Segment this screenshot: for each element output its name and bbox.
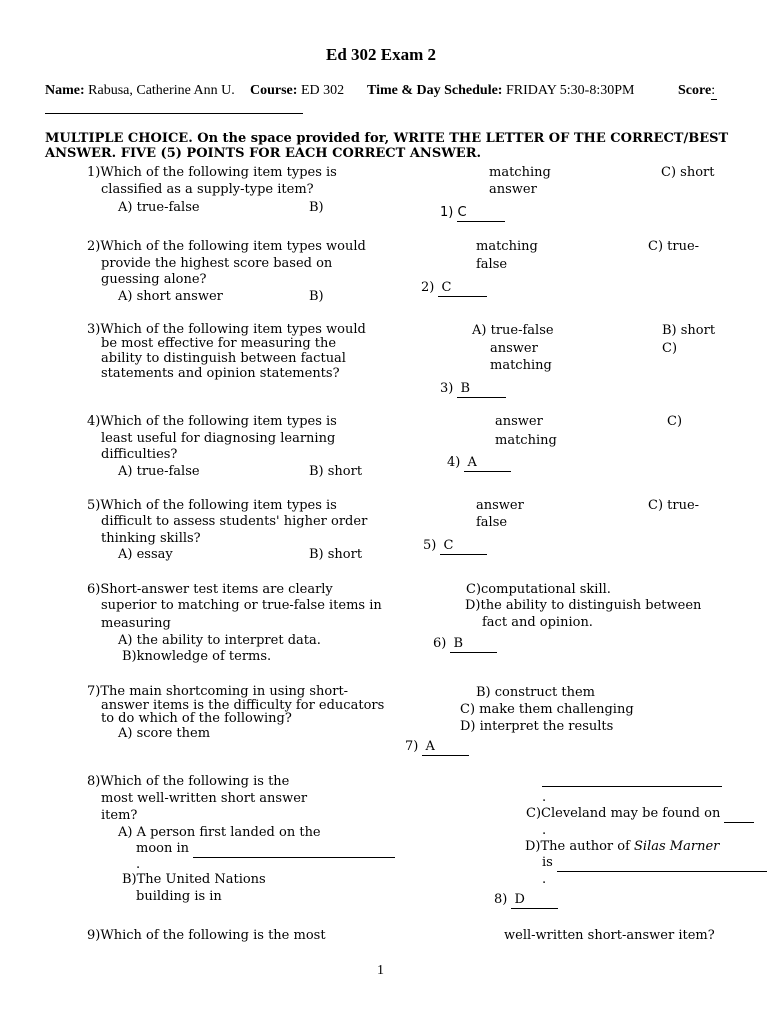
q3-stem-line-2: be most effective for measuring the — [101, 336, 337, 351]
q6-option-b: B)knowledge of terms. — [122, 649, 272, 664]
course-value: ED 302 — [300, 83, 345, 98]
schedule-label: Time & Day Schedule: — [367, 83, 503, 98]
q8-option-c — [526, 806, 754, 823]
q4-stem-line-3: difficulties? — [101, 447, 178, 462]
q8-option-d-period: . — [542, 872, 547, 887]
q8-stem-line-2: most well-written short answer — [101, 791, 308, 806]
q4-option-c: C) — [667, 414, 683, 429]
q2-option-b-cont: matching — [476, 239, 538, 254]
q8-option-c-blank — [724, 806, 754, 823]
q6-option-c: C)computational skill. — [466, 582, 611, 597]
page-number: 1 — [377, 963, 384, 978]
q6-stem-line-1: 6)Short-answer test items are clearly — [87, 582, 333, 597]
q4-option-c-cont: matching — [495, 433, 557, 448]
q1-stem-line-2: classified as a supply-type item? — [101, 182, 314, 197]
q2-answer — [421, 280, 487, 297]
q5-option-c-cont: false — [476, 515, 508, 530]
q3-option-b: B) short — [662, 323, 716, 338]
q7-option-d: D) interpret the results — [460, 719, 614, 734]
q7-answer-label: 7) — [405, 739, 419, 754]
q4-answer — [447, 455, 511, 472]
q8-option-a-blank — [193, 841, 395, 858]
exam-title: Ed 302 Exam 2 — [326, 45, 437, 64]
q8-option-c-text: C)Cleveland may be found on — [526, 806, 721, 821]
q2-stem-line-2: provide the highest score based on — [101, 256, 333, 271]
q2-stem-line-3: guessing alone? — [101, 272, 207, 287]
q2-answer-label: 2) — [421, 280, 435, 295]
q6-stem-line-3: measuring — [101, 616, 171, 631]
q8-option-a-text: moon in — [136, 841, 190, 856]
q5-option-b: B) short — [309, 547, 363, 562]
q4-option-b: B) short — [309, 464, 363, 479]
q7-answer — [405, 739, 469, 756]
q5-answer-label: 5) — [423, 538, 437, 553]
name-label: Name: — [45, 83, 85, 98]
q8-option-d-cont — [542, 855, 767, 872]
name-value: Rabusa, Catherine Ann U. — [88, 83, 235, 98]
q8-option-b-cont: building is in — [136, 889, 222, 904]
q3-answer — [440, 381, 506, 398]
q4-answer-label: 4) — [447, 455, 461, 470]
q3-stem-line-3: ability to distinguish between factual — [101, 351, 346, 366]
q1-option-c-cont: answer — [489, 182, 537, 197]
q8-stem-line-1: 8)Which of the following is the — [87, 774, 290, 789]
q7-stem-line-2: answer items is the difficulty for educators — [101, 698, 385, 713]
q5-stem-line-1: 5)Which of the following item types is — [87, 498, 337, 513]
q1-answer-blank: C — [457, 205, 505, 222]
q1-answer-label: 1) — [440, 205, 454, 220]
q5-option-a: A) essay — [118, 547, 173, 562]
q3-option-c: C) — [662, 341, 678, 356]
schedule-field — [367, 83, 634, 99]
q3-answer-label: 3) — [440, 381, 454, 396]
q2-option-c-cont: false — [476, 257, 508, 272]
q8-option-a-cont — [136, 841, 395, 858]
name-field — [45, 83, 235, 99]
q4-option-b-cont: answer — [495, 414, 543, 429]
q3-stem-line-1: 3)Which of the following item types would — [87, 322, 366, 337]
instructions-line-2: ANSWER. FIVE (5) POINTS FOR EACH CORRECT ANSWER. — [45, 146, 482, 161]
q6-answer-label: 6) — [433, 636, 447, 651]
q3-answer-blank: B — [457, 381, 506, 398]
q2-option-c: C) true- — [648, 239, 700, 254]
q5-option-c: C) true- — [648, 498, 700, 513]
q7-answer-blank: A — [422, 739, 469, 756]
q8-option-d-text: D)The author of — [525, 839, 635, 854]
q8-option-d — [525, 839, 719, 855]
score-blank: : — [711, 83, 717, 100]
q3-option-a: A) true-false — [472, 323, 554, 338]
score-label: Score — [678, 83, 712, 98]
schedule-value: FRIDAY 5:30-8:30PM — [505, 83, 635, 98]
q3-option-b-cont: answer — [490, 341, 538, 356]
q7-option-a: A) score them — [118, 726, 211, 741]
q8-option-d-blank — [557, 855, 767, 872]
q8-option-a: A) A person first landed on the — [118, 825, 321, 840]
q7-option-b: B) construct them — [476, 685, 595, 700]
q1-stem-line-1: 1)Which of the following item types is — [87, 165, 337, 180]
q5-answer — [423, 538, 487, 555]
q2-option-a: A) short answer — [118, 289, 223, 304]
q4-stem-line-1: 4)Which of the following item types is — [87, 414, 337, 429]
q1-option-c: C) short — [661, 165, 715, 180]
q2-option-b: B) — [309, 289, 324, 304]
q1-option-b-cont: matching — [489, 165, 551, 180]
q1-option-a: A) true-false — [118, 200, 200, 215]
q9-stem-line-1: 9)Which of the following is the most — [87, 928, 326, 943]
q4-option-a: A) true-false — [118, 464, 200, 479]
q1-option-b: B) — [309, 200, 324, 215]
q1-answer — [440, 205, 505, 222]
q6-option-d: D)the ability to distinguish between — [465, 598, 702, 613]
q8-option-d-is: is — [542, 855, 553, 870]
q6-answer — [433, 636, 497, 653]
course-label: Course: — [250, 83, 298, 98]
q9-stem-line-2: well-written short-answer item? — [504, 928, 715, 943]
q8-answer — [494, 892, 558, 909]
q6-option-a: A) the ability to interpret data. — [118, 633, 321, 648]
header-underline — [45, 113, 303, 114]
q2-answer-blank: C — [438, 280, 487, 297]
q6-answer-blank: B — [450, 636, 497, 653]
q4-answer-blank: A — [464, 455, 511, 472]
q2-stem-line-1: 2)Which of the following item types would — [87, 239, 366, 254]
course-field — [250, 83, 344, 99]
q8-option-d-title: Silas Marner — [634, 839, 720, 854]
q5-stem-line-2: difficult to assess students' higher order — [101, 514, 368, 529]
q8-option-b-period: . — [542, 790, 547, 805]
q5-stem-line-3: thinking skills? — [101, 531, 201, 546]
q6-stem-line-2: superior to matching or true-false items in — [101, 598, 382, 613]
instructions-line-1: MULTIPLE CHOICE. On the space provided for, WRITE THE LETTER OF THE CORRECT/BEST — [45, 131, 729, 146]
q8-option-b-blank — [542, 786, 722, 787]
q8-answer-label: 8) — [494, 892, 508, 907]
q3-option-c-cont: matching — [490, 358, 552, 373]
q6-option-d-cont: fact and opinion. — [482, 615, 593, 630]
q5-answer-blank: C — [440, 538, 487, 555]
q8-option-c-period: . — [542, 823, 547, 838]
q8-option-a-period: . — [136, 857, 141, 872]
q4-stem-line-2: least useful for diagnosing learning — [101, 431, 336, 446]
q7-stem-line-1: 7)The main shortcoming in using short- — [87, 684, 349, 699]
q8-answer-blank: D — [511, 892, 558, 909]
q8-stem-line-3: item? — [101, 808, 138, 823]
score-field — [678, 83, 717, 100]
q8-option-b: B)The United Nations — [122, 872, 266, 887]
q5-option-b-cont: answer — [476, 498, 524, 513]
q7-stem-line-3: to do which of the following? — [101, 711, 292, 726]
q7-option-c: C) make them challenging — [460, 702, 634, 717]
q3-stem-line-4: statements and opinion statements? — [101, 366, 340, 381]
